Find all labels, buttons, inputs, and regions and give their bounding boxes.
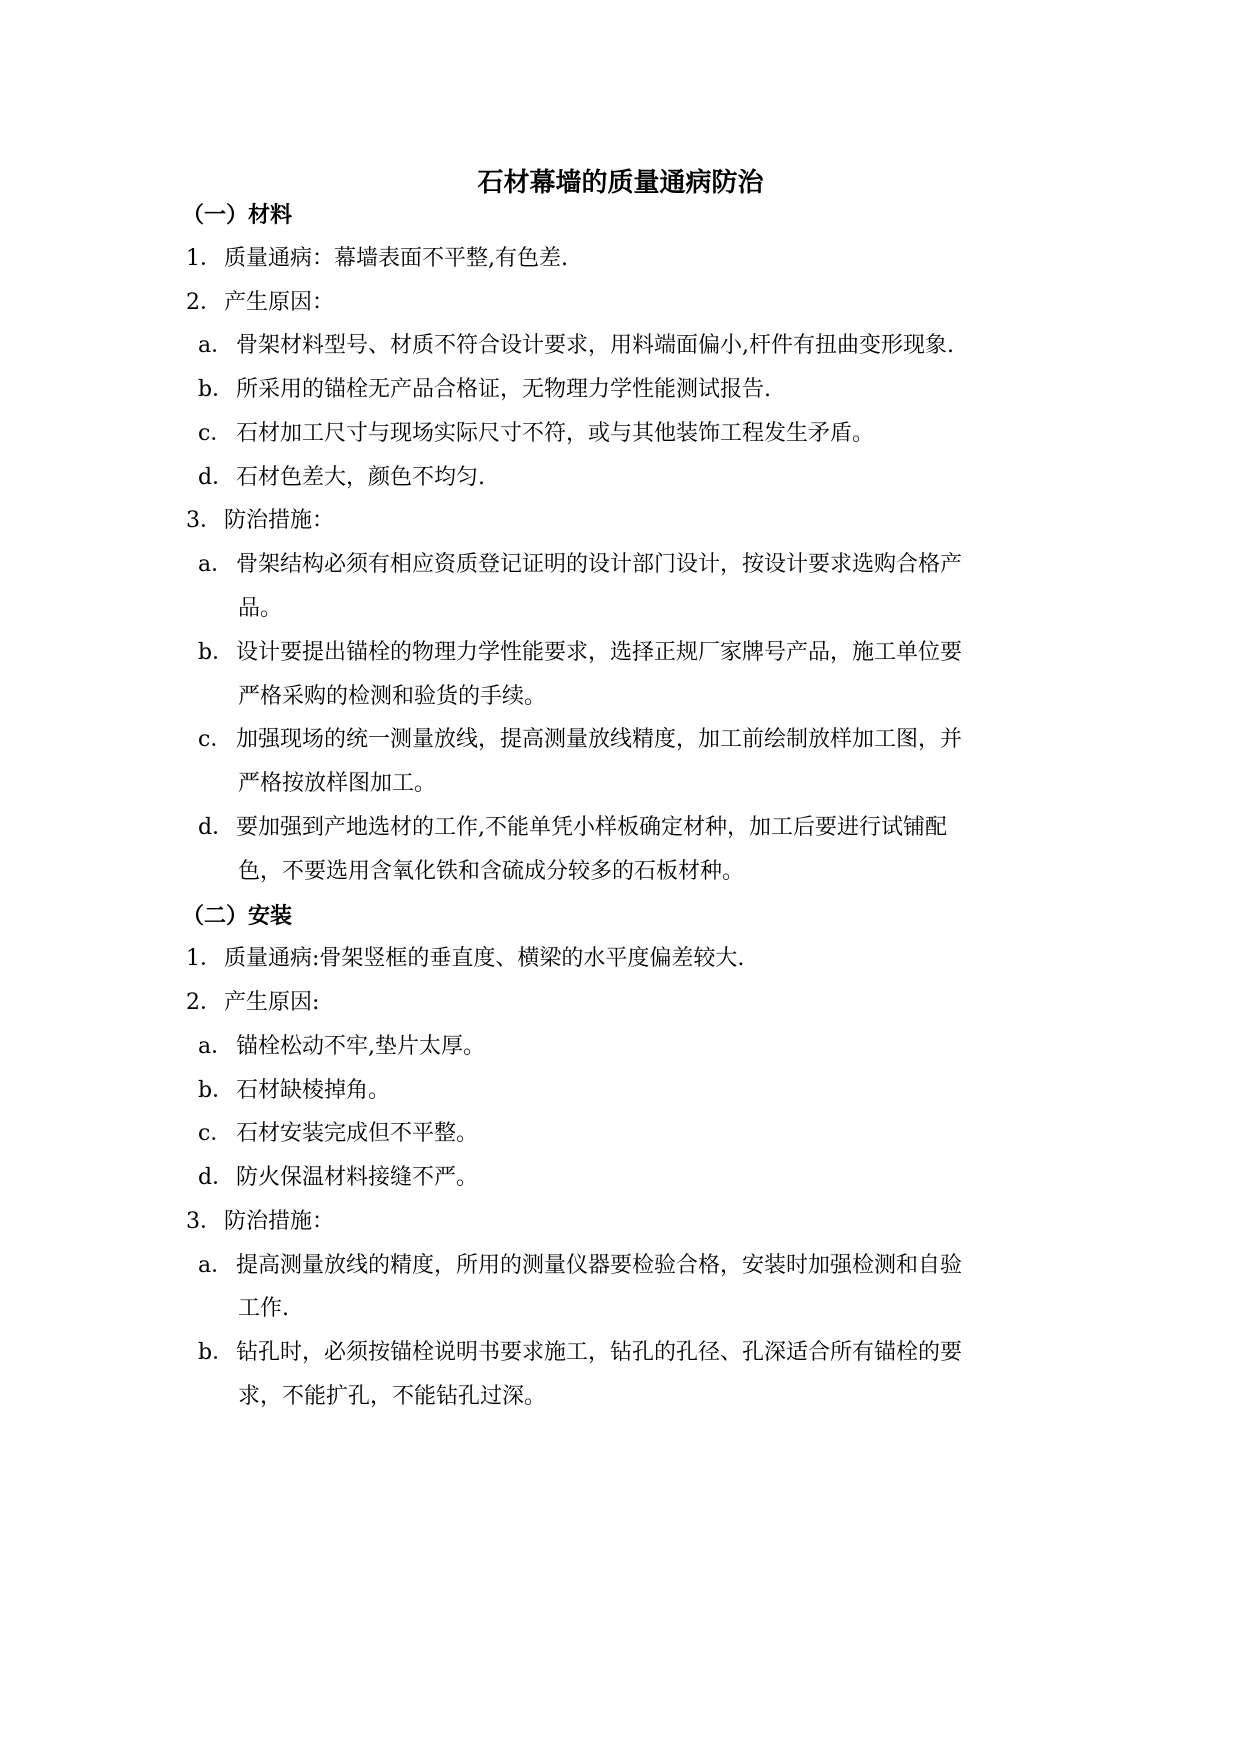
list-marker: b． <box>198 1078 235 1103</box>
paragraph-3 <box>186 1205 334 1239</box>
list-text: 防火保温材料接缝不严。 <box>236 1165 479 1190</box>
paragraph-number: 1． <box>186 246 222 271</box>
list-text: 骨架结构必须有相应资质登记证明的设计部门设计，按设计要求选购合格产 <box>236 552 963 577</box>
list-item <box>198 1074 390 1108</box>
paragraph-2 <box>186 986 319 1020</box>
list-marker: c． <box>198 727 233 752</box>
list-item <box>198 329 954 363</box>
list-item <box>198 723 962 757</box>
list-marker: d． <box>198 815 235 840</box>
list-item <box>198 548 962 582</box>
section-heading-installation: （二）安装 <box>182 903 293 929</box>
list-item <box>198 373 771 407</box>
paragraph-text: 质量通病：幕墙表面不平整,有色差. <box>224 246 568 271</box>
paragraph-2 <box>186 286 334 320</box>
list-text: 锚栓松动不牢,垫片太厚。 <box>236 1034 485 1059</box>
paragraph-1 <box>186 242 568 276</box>
list-text: 提高测量放线的精度，所用的测量仪器要检验合格，安装时加强检测和自验 <box>236 1253 963 1278</box>
paragraph-number: 2． <box>186 290 222 315</box>
paragraph-text: 防治措施： <box>224 508 335 533</box>
list-item <box>198 811 947 845</box>
list-text: 骨架材料型号、材质不符合设计要求，用料端面偏小,杆件有扭曲变形现象. <box>236 333 954 358</box>
list-item <box>198 1249 962 1283</box>
list-item <box>198 1336 962 1370</box>
list-item-continuation: 品。 <box>238 596 283 621</box>
paragraph-number: 3． <box>186 508 222 533</box>
list-item <box>198 1030 485 1064</box>
paragraph-text: 产生原因: <box>224 990 320 1015</box>
list-item-continuation: 严格采购的检测和验货的手续。 <box>238 684 547 709</box>
list-item-continuation: 工作. <box>238 1296 289 1321</box>
list-item <box>198 1161 478 1195</box>
paragraph-3 <box>186 504 334 538</box>
list-marker: d． <box>198 465 235 490</box>
list-marker: a． <box>198 1034 234 1059</box>
list-marker: d． <box>198 1165 235 1190</box>
list-text: 石材缺棱掉角。 <box>236 1078 391 1103</box>
list-marker: b． <box>198 1340 235 1365</box>
list-marker: a． <box>198 1253 234 1278</box>
list-text: 石材色差大，颜色不均匀. <box>236 465 485 490</box>
list-text: 加强现场的统一测量放线，提高测量放线精度，加工前绘制放样加工图，并 <box>236 727 963 752</box>
list-text: 设计要提出锚栓的物理力学性能要求，选择正规厂家牌号产品，施工单位要 <box>236 640 963 665</box>
paragraph-1 <box>186 942 744 976</box>
list-text: 石材加工尺寸与现场实际尺寸不符，或与其他装饰工程发生矛盾。 <box>236 421 875 446</box>
list-marker: c． <box>198 1121 233 1146</box>
paragraph-text: 质量通病:骨架竖框的垂直度、横梁的水平度偏差较大. <box>224 946 745 971</box>
document-title: 石材幕墙的质量通病防治 <box>477 168 764 198</box>
list-marker: a． <box>198 552 234 577</box>
list-item <box>198 461 485 495</box>
list-text: 所采用的锚栓无产品合格证，无物理力学性能测试报告. <box>236 377 771 402</box>
list-item <box>198 1117 478 1151</box>
list-marker: c． <box>198 421 233 446</box>
list-marker: a． <box>198 333 234 358</box>
list-item-continuation: 求，不能扩孔，不能钻孔过深。 <box>238 1384 547 1409</box>
list-text: 钻孔时，必须按锚栓说明书要求施工，钻孔的孔径、孔深适合所有锚栓的要 <box>236 1340 963 1365</box>
list-text: 要加强到产地选材的工作,不能单凭小样板确定材种，加工后要进行试铺配 <box>236 815 947 840</box>
list-item <box>198 636 962 670</box>
list-item-continuation: 严格按放样图加工。 <box>238 771 437 796</box>
paragraph-number: 1． <box>186 946 222 971</box>
list-item-continuation: 色，不要选用含氧化铁和含硫成分较多的石板材种。 <box>238 859 745 884</box>
list-marker: b． <box>198 377 235 402</box>
section-heading-materials: （一）材料 <box>182 202 293 228</box>
list-marker: b． <box>198 640 235 665</box>
paragraph-text: 产生原因： <box>224 290 335 315</box>
list-item <box>198 417 874 451</box>
list-text: 石材安装完成但不平整。 <box>236 1121 479 1146</box>
paragraph-number: 2． <box>186 990 222 1015</box>
paragraph-text: 防治措施： <box>224 1209 335 1234</box>
paragraph-number: 3． <box>186 1209 222 1234</box>
